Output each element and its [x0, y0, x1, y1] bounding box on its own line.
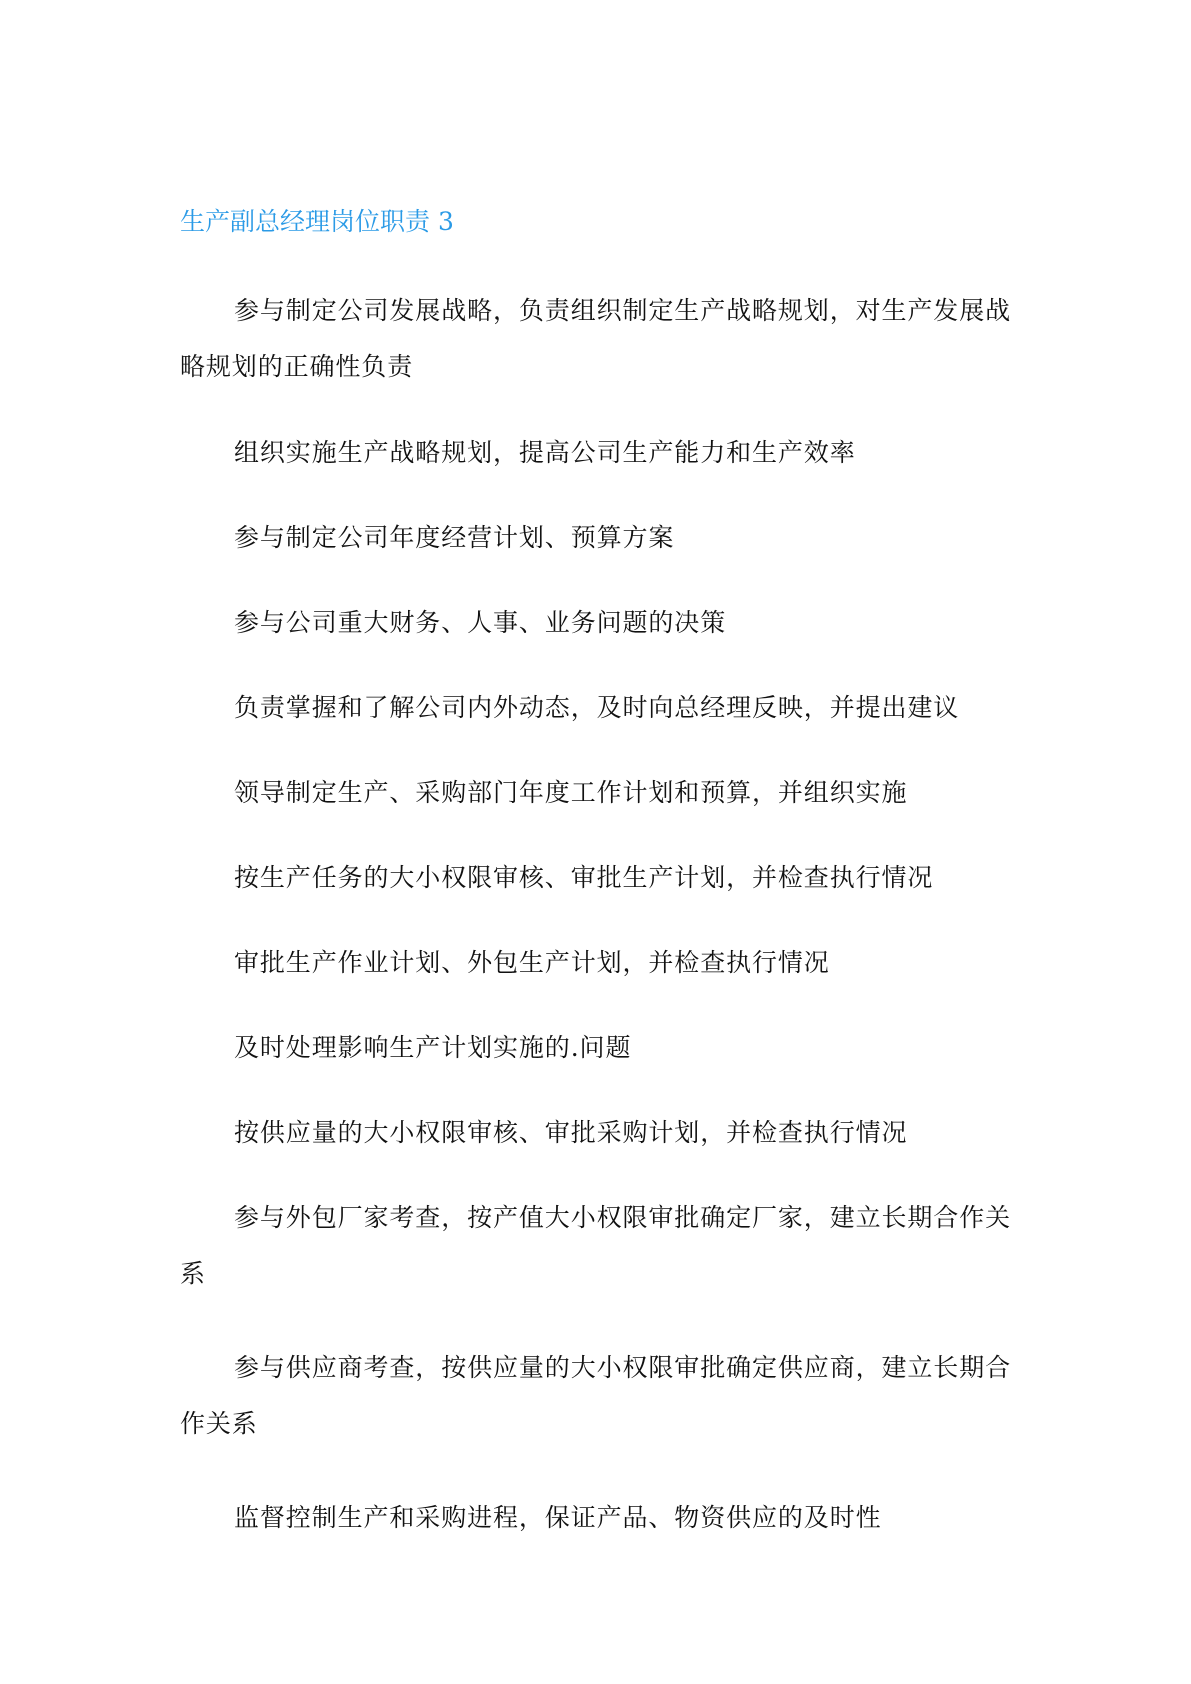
responsibility-paragraph: 参与供应商考查，按供应量的大小权限审批确定供应商，建立长期合作关系 — [180, 1353, 1012, 1438]
responsibility-paragraph: 组织实施生产战略规划，提高公司生产能力和生产效率 — [234, 438, 856, 467]
responsibility-paragraph: 参与制定公司发展战略，负责组织制定生产战略规划，对生产发展战略规划的正确性负责 — [180, 296, 1012, 381]
responsibility-paragraph: 审批生产作业计划、外包生产计划，并检查执行情况 — [234, 948, 830, 977]
document-title: 生产副总经理岗位职责 3 — [180, 207, 454, 236]
responsibility-paragraph: 按供应量的大小权限审核、审批采购计划，并检查执行情况 — [234, 1118, 908, 1147]
responsibility-paragraph: 领导制定生产、采购部门年度工作计划和预算，并组织实施 — [234, 778, 908, 807]
responsibility-paragraph: 及时处理影响生产计划实施的.问题 — [234, 1033, 632, 1062]
responsibility-paragraph: 按生产任务的大小权限审核、审批生产计划，并检查执行情况 — [234, 863, 934, 892]
responsibility-paragraph: 参与公司重大财务、人事、业务问题的决策 — [234, 608, 727, 637]
responsibility-paragraph: 参与外包厂家考查，按产值大小权限审批确定厂家，建立长期合作关系 — [180, 1203, 1012, 1288]
responsibility-paragraph: 监督控制生产和采购进程，保证产品、物资供应的及时性 — [234, 1503, 882, 1532]
responsibility-paragraph: 负责掌握和了解公司内外动态，及时向总经理反映，并提出建议 — [234, 693, 960, 722]
responsibility-paragraph: 参与制定公司年度经营计划、预算方案 — [234, 523, 675, 552]
